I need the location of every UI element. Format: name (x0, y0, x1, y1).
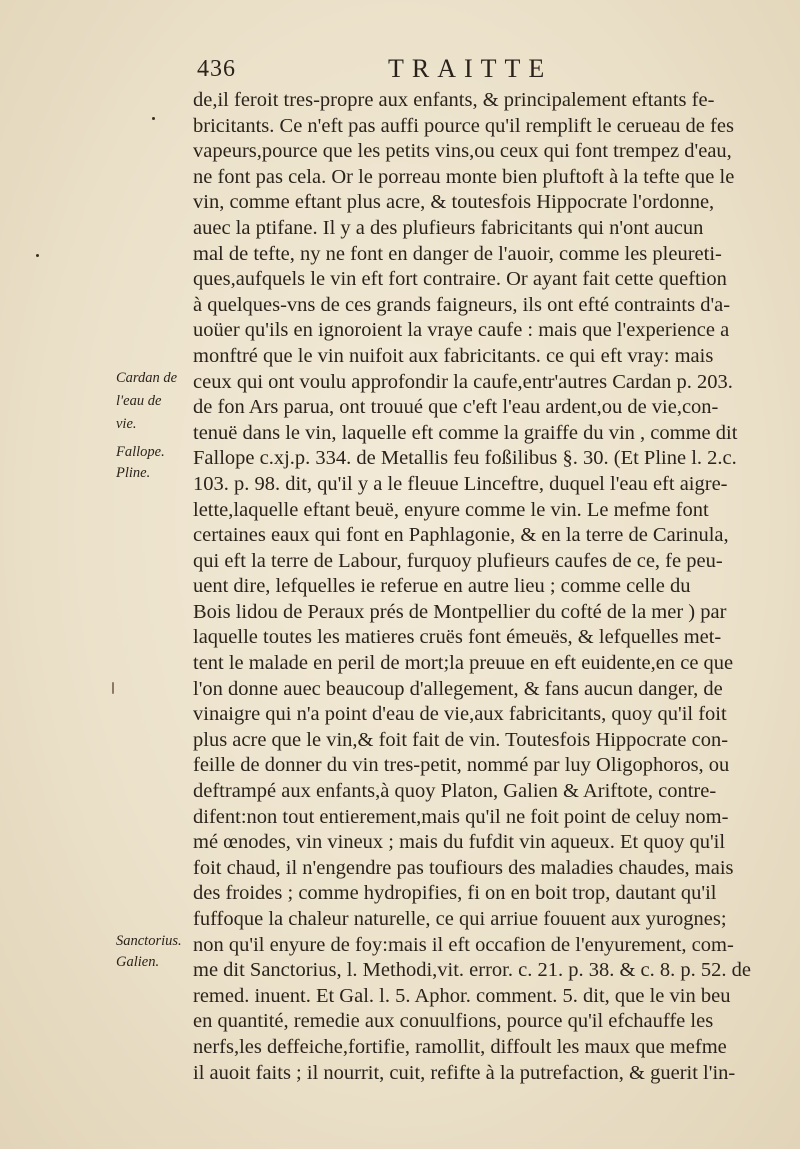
text-line: monftré que le vin nuifoit aux fabricitants. ce qui eft vray: mais (193, 344, 714, 367)
text-line: vinaigre qui n'a point d'eau de vie,aux fabricitants, quoy qu'il foit (193, 703, 727, 726)
text-line: à quelques-vns de ces grands faigneurs, ils ont efté contraints d'a- (193, 293, 731, 316)
text-line: foit chaud, il n'engendre pas toufiours des maladies chaudes, mais (193, 856, 734, 879)
text-line: non qu'il enyure de foy:mais il eft occafion de l'enyurement, com- (193, 933, 734, 956)
paper-mark (112, 682, 114, 694)
text-line: deftrampé aux enfants,à quoy Platon, Galien & Ariftote, contre- (193, 780, 717, 803)
margin-note-sanctorius: Sanctorius. (116, 933, 182, 949)
text-line: l'on donne auec beaucoup d'allegement, & fans aucun danger, de (193, 677, 723, 700)
text-line: remed. inuent. Et Gal. l. 5. Aphor. comment. 5. dit, que le vin beu (193, 984, 731, 1007)
margin-note-galien: Galien. (116, 954, 160, 970)
ink-speck (152, 117, 155, 120)
text-line: mé œnodes, vin vineux ; mais du fufdit vin aqueux. Et quoy qu'il (193, 831, 726, 854)
text-line: bricitants. Ce n'eft pas auffi pource qu'il remplift le cerueau de fes (193, 114, 734, 137)
margin-note-cardan: Cardan de (116, 370, 178, 386)
ink-speck (36, 254, 39, 257)
text-line: de,il feroit tres-propre aux enfants, & principalement eftants fe- (193, 89, 715, 111)
text-line: plus acre que le vin,& foit fait de vin. Toutesfois Hippocrate con- (193, 728, 729, 751)
text-line: en quantité, remedie aux conuulfions, pource qu'il efchauffe les (193, 1010, 714, 1033)
text-line: il auoit faits ; il nourrit, cuit, refifte à la putrefaction, & guerit l'in- (193, 1061, 736, 1084)
margin-note-fallope: Fallope. (116, 444, 165, 460)
text-line: fuffoque la chaleur naturelle, ce qui arriue fouuent aux yurognes; (193, 908, 727, 930)
text-line: lette,laquelle eftant beuë, enyure comme le vin. Le mefme font (193, 498, 709, 521)
text-line: uent dire, lefquelles ie referue en autre lieu ; comme celle du (193, 575, 691, 598)
page-number: 436 (197, 56, 236, 82)
running-head: TRAITTE (388, 54, 553, 83)
text-line: uoüer qu'ils en ignoroient la vraye caufe : mais que l'experience a (193, 319, 730, 342)
margin-note-cardan: vie. (116, 416, 137, 432)
text-line: nerfs,les deffeiche,fortifie, ramollit, diffoult les maux que mefme (193, 1035, 727, 1058)
text-line: ne font pas cela. Or le porreau monte bien pluftoft à la tefte que le (193, 165, 735, 188)
text-line: difent:non tout entierement,mais qu'il ne foit point de celuy nom- (193, 805, 729, 828)
text-line: laquelle toutes les matieres cruës font émeuës, & lefquelles met- (193, 626, 722, 649)
text-line: Fallope c.xj.p. 334. de Metallis feu foßilibus §. 30. (Et Pline l. 2.c. (193, 447, 737, 470)
text-line: de fon Ars parua, ont trouué que c'eft l'eau ardent,ou de vie,con- (193, 396, 719, 419)
text-line: 103. p. 98. dit, qu'il y a le fleuue Linceftre, duquel l'eau eft aigre- (193, 472, 728, 495)
text-line: des froides ; comme hydropifies, fi on en boit trop, dautant qu'il (193, 882, 717, 905)
text-line: certaines eaux qui font en Paphlagonie, & en la terre de Carinula, (193, 524, 729, 547)
text-line: Bois lidou de Peraux prés de Montpellier du cofté de la mer ) par (193, 600, 727, 623)
text-line: vapeurs,pource que les petits vins,ou ceux qui font trempez d'eau, (193, 140, 732, 163)
text-line: me dit Sanctorius, l. Methodi,vit. error. c. 21. p. 38. & c. 8. p. 52. de (193, 959, 751, 982)
text-line: feille de donner du vin tres-petit, nommé par luy Oligophoros, ou (193, 754, 730, 777)
text-line: qui eft la terre de Labour, furquoy plufieurs caufes de ce, fe peu- (193, 549, 723, 572)
text-line: auec la ptifane. Il y a des plufieurs fabricitants qui n'ont aucun (193, 216, 704, 239)
body-text (193, 88, 793, 1086)
text-line: tent le malade en peril de mort;la preuue en eft euidente,en ce que (193, 652, 734, 675)
text-line: ques,aufquels le vin eft fort contraire. Or ayant fait cette queftion (193, 268, 727, 291)
margin-note-cardan: l'eau de (116, 393, 162, 409)
text-line: tenuë dans le vin, laquelle eft comme la graiffe du vin , comme dit (193, 421, 738, 444)
text-line: mal de tefte, ny ne font en danger de l'auoir, comme les pleureti- (193, 242, 722, 265)
text-line: ceux qui ont voulu approfondir la caufe,entr'autres Cardan p. 203. (193, 370, 733, 393)
margin-note-pline: Pline. (116, 465, 151, 481)
text-line: vin, comme eftant plus acre, & toutesfois Hippocrate l'ordonne, (193, 191, 715, 214)
